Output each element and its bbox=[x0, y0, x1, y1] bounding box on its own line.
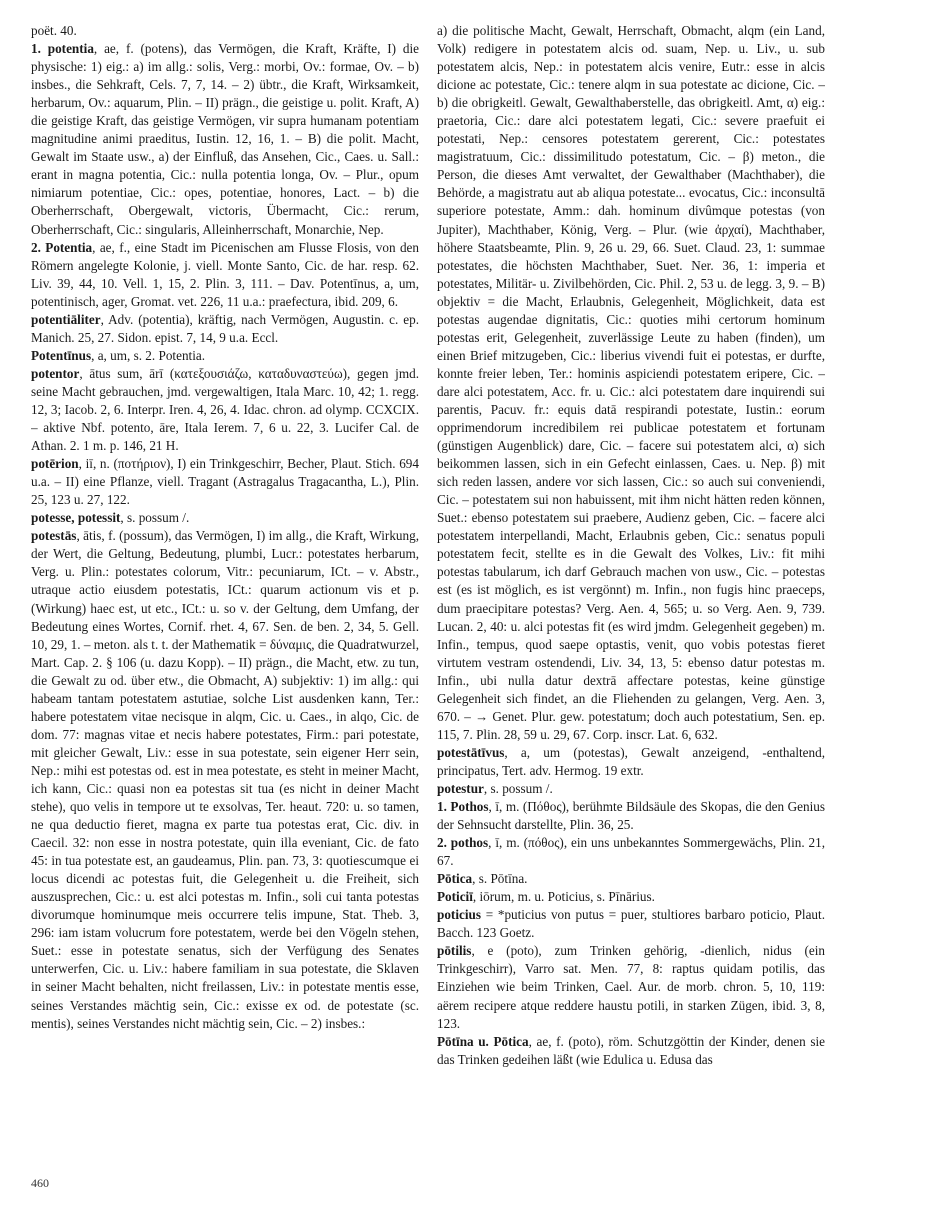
dictionary-entry bbox=[31, 22, 419, 40]
entry-headword: potestātīvus bbox=[437, 744, 505, 760]
dictionary-entry bbox=[31, 40, 419, 239]
right-column bbox=[437, 22, 825, 1162]
entry-text: , ī, m. (πόθος), ein uns unbekanntes Sommergewächs, Plin. 21, 67. bbox=[437, 835, 825, 869]
dictionary-entry bbox=[437, 888, 825, 906]
entry-headword: 1. Pothos bbox=[437, 799, 489, 815]
dictionary-entry bbox=[437, 798, 825, 834]
dictionary-entry bbox=[31, 311, 419, 347]
entry-text: , s. possum /. bbox=[483, 780, 553, 796]
entry-text: , Adv. (potentia), kräftig, nach Vermögen, Augustin. c. ep. Manich. 25, 27. Sidon. epist. 7, 14, 9 u.a. Eccl. bbox=[31, 311, 419, 345]
entry-text: , ātis, f. (possum), das Vermögen, I) im allg., die Kraft, Wirkung, der Wert, die Geltung, Bedeutung, plumbi, Lucr.: potestates herbarum, Verg. u. Plin.: potestates colorum, Vitr.: pecuniarum, ICt. – v. Abstr., utraque actio eiusdem potestatis, ICt.: quarum actionum vis et p. (Wirkung) haec est, ut etc., ICt.: u. so v. der Geltung, dem Umfang, der Bedeutung eines Wortes, Cornif. rhet. 4, 67. Sen. de ben. 2, 34, 5. Gell. 10, 29, 1. – meton. als t. t. der Mathematik = δύναμις, die Quadratwurzel, Mart. Cap. 2. § 106 (u. dazu Kopp). – II) prägn., die Macht, etw. zu tun, die Gewalt zu od. über etw., die Obmacht, A) subjektiv: 1) im allg.: qui habeam tantam potestatem astutiae, solche List ausdenken kann, Ter.: habere potestatem vitae necisque in alqm, Cic. u. Caes., in alqo, Cic. de dom. 77: magnas vitae et necis habere potestates, Firm.: pari potestate, mit gleicher Gewalt, Liv.: esse in sua potestate, sein eigener Herr sein, Nep.: mihi est potestas od. est in mea potestate, es steht in meiner Macht, ich kann, Cic.: quasi non ea potestas sit tua (es nicht in deiner Macht stehe), quo velis in tempore ut te exsolvas, Ter. heaut. 720: u. so tamen, ne qua deductio fieret, magna ex parte tua potestas erat, Cic. div. in Caecil. 32: non esse in nostra potestate, quin illa eveniant, Cic. de fato 45: in tua potestate est, an gaudeamus, Plin. pan. 73, 3: quotiescumque ei locus dicendi ac potestas fuit, die Gelegenheit u. die Freiheit, sich auszusprechen, Cic.: u. est alci potestas m. Infin., soli cui tanta potestas divorumque hominumque meis occurrere telis impune, Stat. Theb. 3, 296: iam istam volucrum fore potestatem, werde bei den Vögeln stehen, Suet.: esse in potestate senatus, sich der Verfügung des Senates unterwerfen, Cic. u. Liv.: habere familiam in sua potestate, die Sklaven in seiner Macht behalten, nicht freilassen, Liv.: in potestate mentis esse, seines Verstandes mächtig sein, Cic.: exisse ex od. de potestate (sc. mentis), seines Verstandes nicht mächtig sein, Cic. – 2) insbes.: bbox=[31, 528, 419, 1031]
entry-text: , ī, m. (Πόθος), berühmte Bildsäule des Skopas, die den Genius der Sehnsucht darstellte, Plin. 36, 25. bbox=[437, 799, 825, 833]
entry-headword: potestur bbox=[437, 780, 484, 796]
dictionary-entry bbox=[31, 365, 419, 455]
entry-text: , s. possum /. bbox=[120, 510, 190, 526]
entry-text: , a, um, s. 2. Potentia. bbox=[91, 347, 206, 363]
entry-headword: 2. Potentia bbox=[31, 239, 93, 255]
entry-text: , iī, n. (ποτήριον), I) ein Trinkgeschirr, Becher, Plaut. Stich. 694 u.a. – II) eine Pflanze, viell. Tragant (Astragalus Tragacantha, L.), Plin. 25, 123 u. 27, 122. bbox=[31, 456, 419, 508]
entry-text: , ātus sum, ārī (κατεξουσιάζω, καταδυναστεύω), gegen jmd. seine Macht gebrauchen, jmd. vergewaltigen, Itala Marc. 10, 42; 1. regg. 12, 3; Iacob. 2, 6. Interpr. Iren. 4, 26, 4. Idac. chron. ad olymp. CCXCIX. – aktive Nbf. potento, āre, Itala Ierem. 7, 6 u. 22, 3. Lucifer Cal. de Athan. 2. 1 m. p. 146, 21 H. bbox=[31, 365, 419, 454]
entry-headword: Pōtica bbox=[437, 871, 473, 887]
entry-text: , ae, f. (potens), das Vermögen, die Kraft, Kräfte, I) die physische: 1) eig.: a) im allg.: solis, Verg.: morbi, Ov.: formae, Ov. – b) insbes., die Sehkraft, Cels. 7, 7, 14. – 2) übtr., die Kraft, Wirksamkeit, herbarum, Ov.: aquarum, Plin. – II) prägn., die geistige u. polit. Kraft, A) die geistige Kraft, das geistige Vermögen, vir supra humanam potentiam magnitudine animi praeditus, Iustin. 12, 16, 1. – B) die polit. Macht, Gewalt im Staate usw., a) der Einfluß, das Ansehen, Cic., Caes. u. Sall.: erant in magna potentia, Cic.: nulla potentia longa, Ov. – Plur., opum nimiarum potentiae, Cic.: opes, potentiae, honores, Lact. – b) die Oberherrschaft, Obergewalt, victoris, Übermacht, Cic.: rerum, Oberherrschaft, Cic.: singularis, Alleinherrschaft, Monarchie, Nep. bbox=[31, 41, 419, 237]
entry-headword: Pōtīna u. Pōtica bbox=[437, 1033, 529, 1049]
entry-headword: potentiāliter bbox=[31, 311, 101, 327]
dictionary-entry bbox=[437, 942, 825, 1032]
dictionary-entry bbox=[31, 347, 419, 365]
page-number: 460 bbox=[31, 1176, 49, 1190]
dictionary-entry bbox=[437, 22, 825, 744]
entry-headword: potentor bbox=[31, 365, 80, 381]
dictionary-entry bbox=[31, 455, 419, 509]
dictionary-entry bbox=[437, 870, 825, 888]
entry-text: , e (poto), zum Trinken gehörig, -dienlich, nidus (ein Trinkgeschirr), Varro sat. Men. 77, 8: raptus quidam potilis, das Einziehen wie beim Trinken, Cael. Aur. de morb. chron. 5, 10, 119: aërem recipere atque reddere haustu potili, in starken Zügen, ibid. 3, 8, 123. bbox=[437, 943, 825, 1031]
dictionary-entry bbox=[31, 527, 419, 1032]
entry-headword: Potentīnus bbox=[31, 347, 92, 363]
entry-text: = *puticius von putus = puer, stultiores barbaro poticio, Plaut. Bacch. 123 Goetz. bbox=[437, 907, 825, 941]
entry-headword: Poticiī bbox=[437, 889, 473, 905]
dictionary-entry bbox=[437, 780, 825, 798]
entry-text: , iōrum, m. u. Poticius, s. Pīnārius. bbox=[472, 889, 655, 905]
dictionary-entry bbox=[31, 509, 419, 527]
entry-headword: 1. potentia bbox=[31, 41, 94, 57]
left-column bbox=[31, 22, 419, 1162]
dictionary-entry bbox=[31, 239, 419, 311]
entry-headword: potērion bbox=[31, 456, 79, 472]
entry-text: a) die politische Macht, Gewalt, Herrschaft, Obmacht, alqm (ein Land, Volk) redigere in potestatem alcis od. suam, Nep. u. Liv., u. sub potestatem alcis, Nep.: in potestatem alcis venire, Eutr.: esse in alcis dicione ac potestate, Cic.: tenere alqm in sua potestate ac dicione, Cic. – b) die obrigkeitl. Gewalt, Gewalthaberstelle, das obrigkeitl. Amt, α) eig.: praetoria, Cic.: dare alci potestatem legati, Cic.: severe praefuit ei potestati, Nep.: censores potestatem gererent, Cic.: potestates magistratuum, Cic.: dissimilitudo potestatum, Cic. – β) meton., die Person, die dieses Amt verwaltet, der Gewalthaber (Machthaber), die Behörde, a magistratu aut ab aliqua potestate... evocatus, Cic.: inconsultā superiore potestate, Amm.: dah. hominum divûmque potestas (von Jupiter), Machthaber, König, Verg. – Plur. (wie ἀρχαί), Machthaber, höhere Staatsbeamte, Plin. 9, 26 u. 29, 66. Suet. Claud. 23, 1: summae potestates, die höchsten Machthaber, Suet. Ner. 36, 1: imperia et potestates, Militär- u. Zivilbehörden, Cic. Phil. 2, 53 u. de legg. 3, 9. – B) objektiv = die Macht, Erlaubnis, Gelegenheit, Möglichkeit, data est potestas augendae dignitatis, Cic.: quoties mihi certorum hominum potestas erit, Gelegenheit, zuverlässige Leute zu haben (finden), um einen Brief mitzugeben, Cic.: liberius vivendi fuit ei potestas, er durfte, konnte freier leben, Ter.: hominis aspiciendi potestatem eripere, Cic. – dare alci potestatem, Acc. fr. u. Cic.: alci potestatem dare inquirendi sui parentis, Pacuv. fr.: equis datā respirandi potestate, Iustin.: eorum opprimendorum incredibilem rei publicae potestatem et fortunam (günstigen Augenblick) dare, Cic. – facere sui potestatem alci, α) sich beikommen lassen, sich in ein Gefecht einlassen, Caes. u. Nep. β) mit sich reden lassen, andere vor sich lassen, Cic.: so auch sui conveniendi, Cic. – potestatem sui non habuissent, mit ihm nicht hätten reden können, Suet.: ebenso potestatem sui praebere, Audienz geben, Cic. – facere alci potestatem interpellandi, Macht, Erlaubnis geben, Cic.: senatus populi potestatem fecit, stellte es in die Gewalt des Volkes, Liv.: fit mihi potestas tabularum, ich darf Gebrauch machen von usw., Cic. – potestas est (es ist möglich, es ist vergönnt) m. Infin., non fugis hinc praeceps, dum praecipitare potestas? Verg. Aen. 4, 565; u. so Verg. Aen. 9, 739. Lucan. 2, 40: u. alci potestas fit (es wird jmdm. Gelegenheit gegeben) m. Infin., tempus, quod saepe optastis, venit, quo vobis potestas fieret virtutem vestram ostendendi, Liv. 34, 13, 5: ebenso datur potestas m. Infin., ubi nulla datur dextrā affectare potestas, keine günstige Gelegenheit sich findet, an die Fliehenden zu gelangen, Verg. Aen. 3, 670. – → Genet. Plur. gew. potestatum; doch auch potestatium, Sen. ep. 115, 7. Plin. 28, 59 u. 29, 67. Corp. inscr. Lat. 6, 632. bbox=[437, 23, 825, 742]
entry-headword: pōtilis bbox=[437, 943, 472, 959]
entry-text: , ae, f. (poto), röm. Schutzgöttin der Kinder, denen sie das Trinken gedeihen läßt (wie Edulica u. Edusa das bbox=[437, 1033, 825, 1067]
dictionary-entry bbox=[437, 906, 825, 942]
entry-text: , ae, f., eine Stadt im Picenischen am Flusse Flosis, von den Römern angelegte Kolonie, j. viell. Monte Santo, Cic. de har. resp. 62. Liv. 39, 44, 10. Vell. 1, 15, 2. Plin. 3, 111. – Dav. Potentīnus, a, um, potentinisch, ager, Gromat. vet. 226, 11 u.a.: praefectura, ibid. 209, 6. bbox=[31, 239, 419, 309]
entry-headword: poticius bbox=[437, 907, 481, 923]
dictionary-entry bbox=[437, 1033, 825, 1069]
entry-headword: potestās bbox=[31, 528, 77, 544]
entry-text: , a, um (potestas), Gewalt anzeigend, -enthaltend, principatus, Tert. adv. Hermog. 19 extr. bbox=[437, 744, 825, 778]
entry-headword: 2. pothos bbox=[437, 835, 489, 851]
dictionary-entry bbox=[437, 834, 825, 870]
entry-text: poët. 40. bbox=[31, 23, 77, 38]
entry-text: , s. Pōtīna. bbox=[472, 871, 528, 887]
dictionary-entry bbox=[437, 744, 825, 780]
entry-headword: potesse, potessit bbox=[31, 510, 121, 526]
